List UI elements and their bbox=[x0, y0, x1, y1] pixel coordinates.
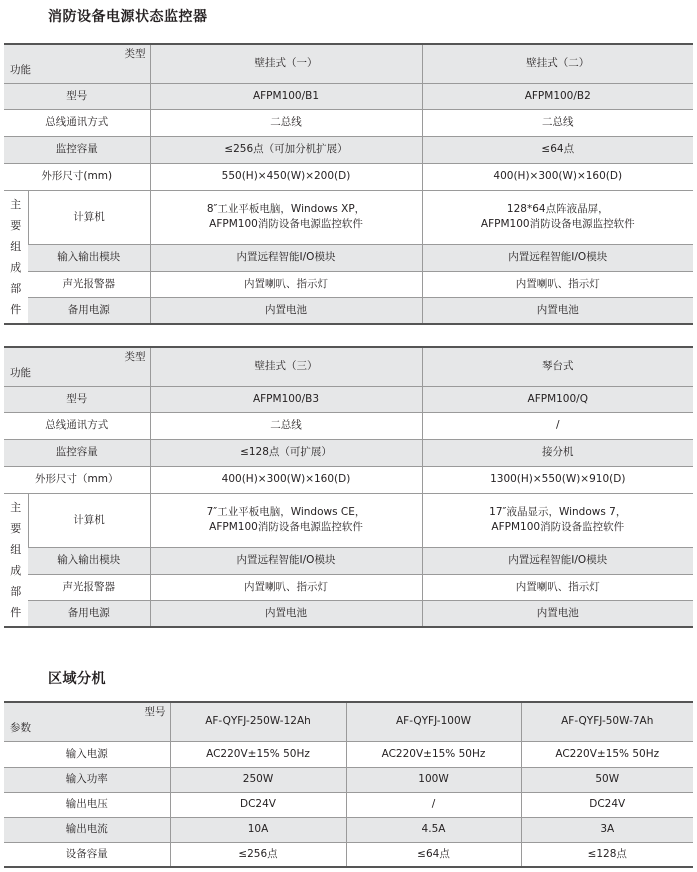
corner-row-label: 功能 bbox=[10, 63, 31, 76]
table-cell: 内置远程智能I/O模块 bbox=[150, 244, 422, 271]
table-cell: 100W bbox=[346, 767, 521, 792]
table-cell: 3A bbox=[521, 817, 693, 842]
group-label bbox=[4, 493, 28, 627]
corner-column-label: 类型 bbox=[124, 351, 146, 363]
table-cell: 8″工业平板电脑，Windows XP， AFPM100消防设备电源监控软件 bbox=[150, 190, 422, 244]
row-label: 型号 bbox=[4, 386, 150, 412]
table-cell: DC24V bbox=[521, 792, 693, 817]
table-cell: 4.5A bbox=[346, 817, 521, 842]
corner-row-label: 功能 bbox=[10, 366, 31, 379]
row-label: 输出电压 bbox=[4, 792, 170, 817]
row-label: 声光报警器 bbox=[28, 271, 150, 297]
table-corner-header bbox=[4, 347, 150, 386]
table-cell: 50W bbox=[521, 767, 693, 792]
table-cell: 400(H)×300(W)×160(D) bbox=[422, 163, 693, 190]
row-label: 总线通讯方式 bbox=[4, 109, 150, 136]
table-cell: ≤128点（可扩展） bbox=[150, 439, 422, 466]
group-label-char: 要 bbox=[10, 521, 22, 535]
row-label: 输入电源 bbox=[4, 741, 170, 767]
table-cell: ≤128点 bbox=[521, 842, 693, 867]
table-cell: 接分机 bbox=[422, 439, 693, 466]
table-cell: 二总线 bbox=[422, 109, 693, 136]
table-cell: 内置电池 bbox=[422, 297, 693, 324]
row-label: 备用电源 bbox=[28, 600, 150, 627]
column-header: AF-QYFJ-100W bbox=[346, 702, 521, 741]
sub-unit-spec-table bbox=[4, 701, 693, 868]
row-label: 计算机 bbox=[28, 190, 150, 244]
table-cell: 1300(H)×550(W)×910(D) bbox=[422, 466, 693, 493]
column-header: 壁挂式（二） bbox=[422, 44, 693, 83]
table-cell: 二总线 bbox=[150, 109, 422, 136]
table-cell: 128*64点阵液晶屏， AFPM100消防设备电源监控软件 bbox=[422, 190, 693, 244]
table-cell: AFPM100/B1 bbox=[150, 83, 422, 109]
table-cell: AC220V±15% 50Hz bbox=[170, 741, 346, 767]
group-label-char: 要 bbox=[10, 218, 22, 232]
table-cell: ≤256点（可加分机扩展） bbox=[150, 136, 422, 163]
row-label: 监控容量 bbox=[4, 136, 150, 163]
table-corner-header bbox=[4, 44, 150, 83]
group-label-char: 成 bbox=[10, 563, 22, 577]
table-cell: 250W bbox=[170, 767, 346, 792]
table-corner-header bbox=[4, 702, 170, 741]
group-label bbox=[4, 190, 28, 324]
row-label: 型号 bbox=[4, 83, 150, 109]
row-label: 输入输出模块 bbox=[28, 547, 150, 574]
corner-column-label: 型号 bbox=[144, 706, 166, 718]
group-label-char: 部 bbox=[10, 584, 22, 598]
row-label: 输入输出模块 bbox=[28, 244, 150, 271]
table-cell: 10A bbox=[170, 817, 346, 842]
column-header: 琴台式 bbox=[422, 347, 693, 386]
table-cell: ≤64点 bbox=[346, 842, 521, 867]
table-cell: 内置喇叭、指示灯 bbox=[422, 271, 693, 297]
corner-column-label: 类型 bbox=[124, 48, 146, 60]
table-cell: DC24V bbox=[170, 792, 346, 817]
table-cell: 二总线 bbox=[150, 412, 422, 439]
table-cell: ≤256点 bbox=[170, 842, 346, 867]
group-label-char: 主 bbox=[10, 500, 22, 514]
table-cell: 17″液晶显示，Windows 7， AFPM100消防设备监控软件 bbox=[422, 493, 693, 547]
table-cell: AFPM100/B2 bbox=[422, 83, 693, 109]
group-label-char: 件 bbox=[10, 302, 22, 316]
row-label: 总线通讯方式 bbox=[4, 412, 150, 439]
column-header: AF-QYFJ-50W-7Ah bbox=[521, 702, 693, 741]
table-cell: 内置喇叭、指示灯 bbox=[150, 574, 422, 600]
row-label: 外形尺寸（mm） bbox=[4, 466, 150, 493]
table-cell: 内置电池 bbox=[422, 600, 693, 627]
group-label-char: 部 bbox=[10, 281, 22, 295]
monitor-spec-table-2 bbox=[4, 346, 693, 628]
group-label-char: 主 bbox=[10, 197, 22, 211]
table-cell: 内置远程智能I/O模块 bbox=[422, 547, 693, 574]
table-cell: 400(H)×300(W)×160(D) bbox=[150, 466, 422, 493]
row-label: 计算机 bbox=[28, 493, 150, 547]
column-header: AF-QYFJ-250W-12Ah bbox=[170, 702, 346, 741]
column-header: 壁挂式（三） bbox=[150, 347, 422, 386]
table-cell: / bbox=[346, 792, 521, 817]
table-cell: 内置喇叭、指示灯 bbox=[150, 271, 422, 297]
table-cell: 内置远程智能I/O模块 bbox=[150, 547, 422, 574]
table-cell: 内置远程智能I/O模块 bbox=[422, 244, 693, 271]
group-label-char: 成 bbox=[10, 260, 22, 274]
table-cell: / bbox=[422, 412, 693, 439]
row-label: 监控容量 bbox=[4, 439, 150, 466]
table-cell: 内置电池 bbox=[150, 297, 422, 324]
row-label: 输入功率 bbox=[4, 767, 170, 792]
table-cell: 7″工业平板电脑，Windows CE， AFPM100消防设备电源监控软件 bbox=[150, 493, 422, 547]
table-cell: 550(H)×450(W)×200(D) bbox=[150, 163, 422, 190]
group-label-char: 件 bbox=[10, 605, 22, 619]
row-label: 声光报警器 bbox=[28, 574, 150, 600]
row-label: 外形尺寸(mm) bbox=[4, 163, 150, 190]
corner-row-label: 参数 bbox=[10, 721, 31, 734]
section-title-monitor: 消防设备电源状态监控器 bbox=[48, 9, 208, 25]
section-title-sub-unit: 区域分机 bbox=[48, 671, 106, 687]
table-cell: AFPM100/B3 bbox=[150, 386, 422, 412]
monitor-spec-table-1 bbox=[4, 43, 693, 325]
group-label-char: 组 bbox=[10, 542, 22, 556]
group-label-char: 组 bbox=[10, 239, 22, 253]
table-cell: AFPM100/Q bbox=[422, 386, 693, 412]
table-cell: ≤64点 bbox=[422, 136, 693, 163]
row-label: 备用电源 bbox=[28, 297, 150, 324]
column-header: 壁挂式（一） bbox=[150, 44, 422, 83]
table-cell: AC220V±15% 50Hz bbox=[346, 741, 521, 767]
table-cell: 内置电池 bbox=[150, 600, 422, 627]
table-cell: 内置喇叭、指示灯 bbox=[422, 574, 693, 600]
table-cell: AC220V±15% 50Hz bbox=[521, 741, 693, 767]
row-label: 输出电流 bbox=[4, 817, 170, 842]
row-label: 设备容量 bbox=[4, 842, 170, 867]
